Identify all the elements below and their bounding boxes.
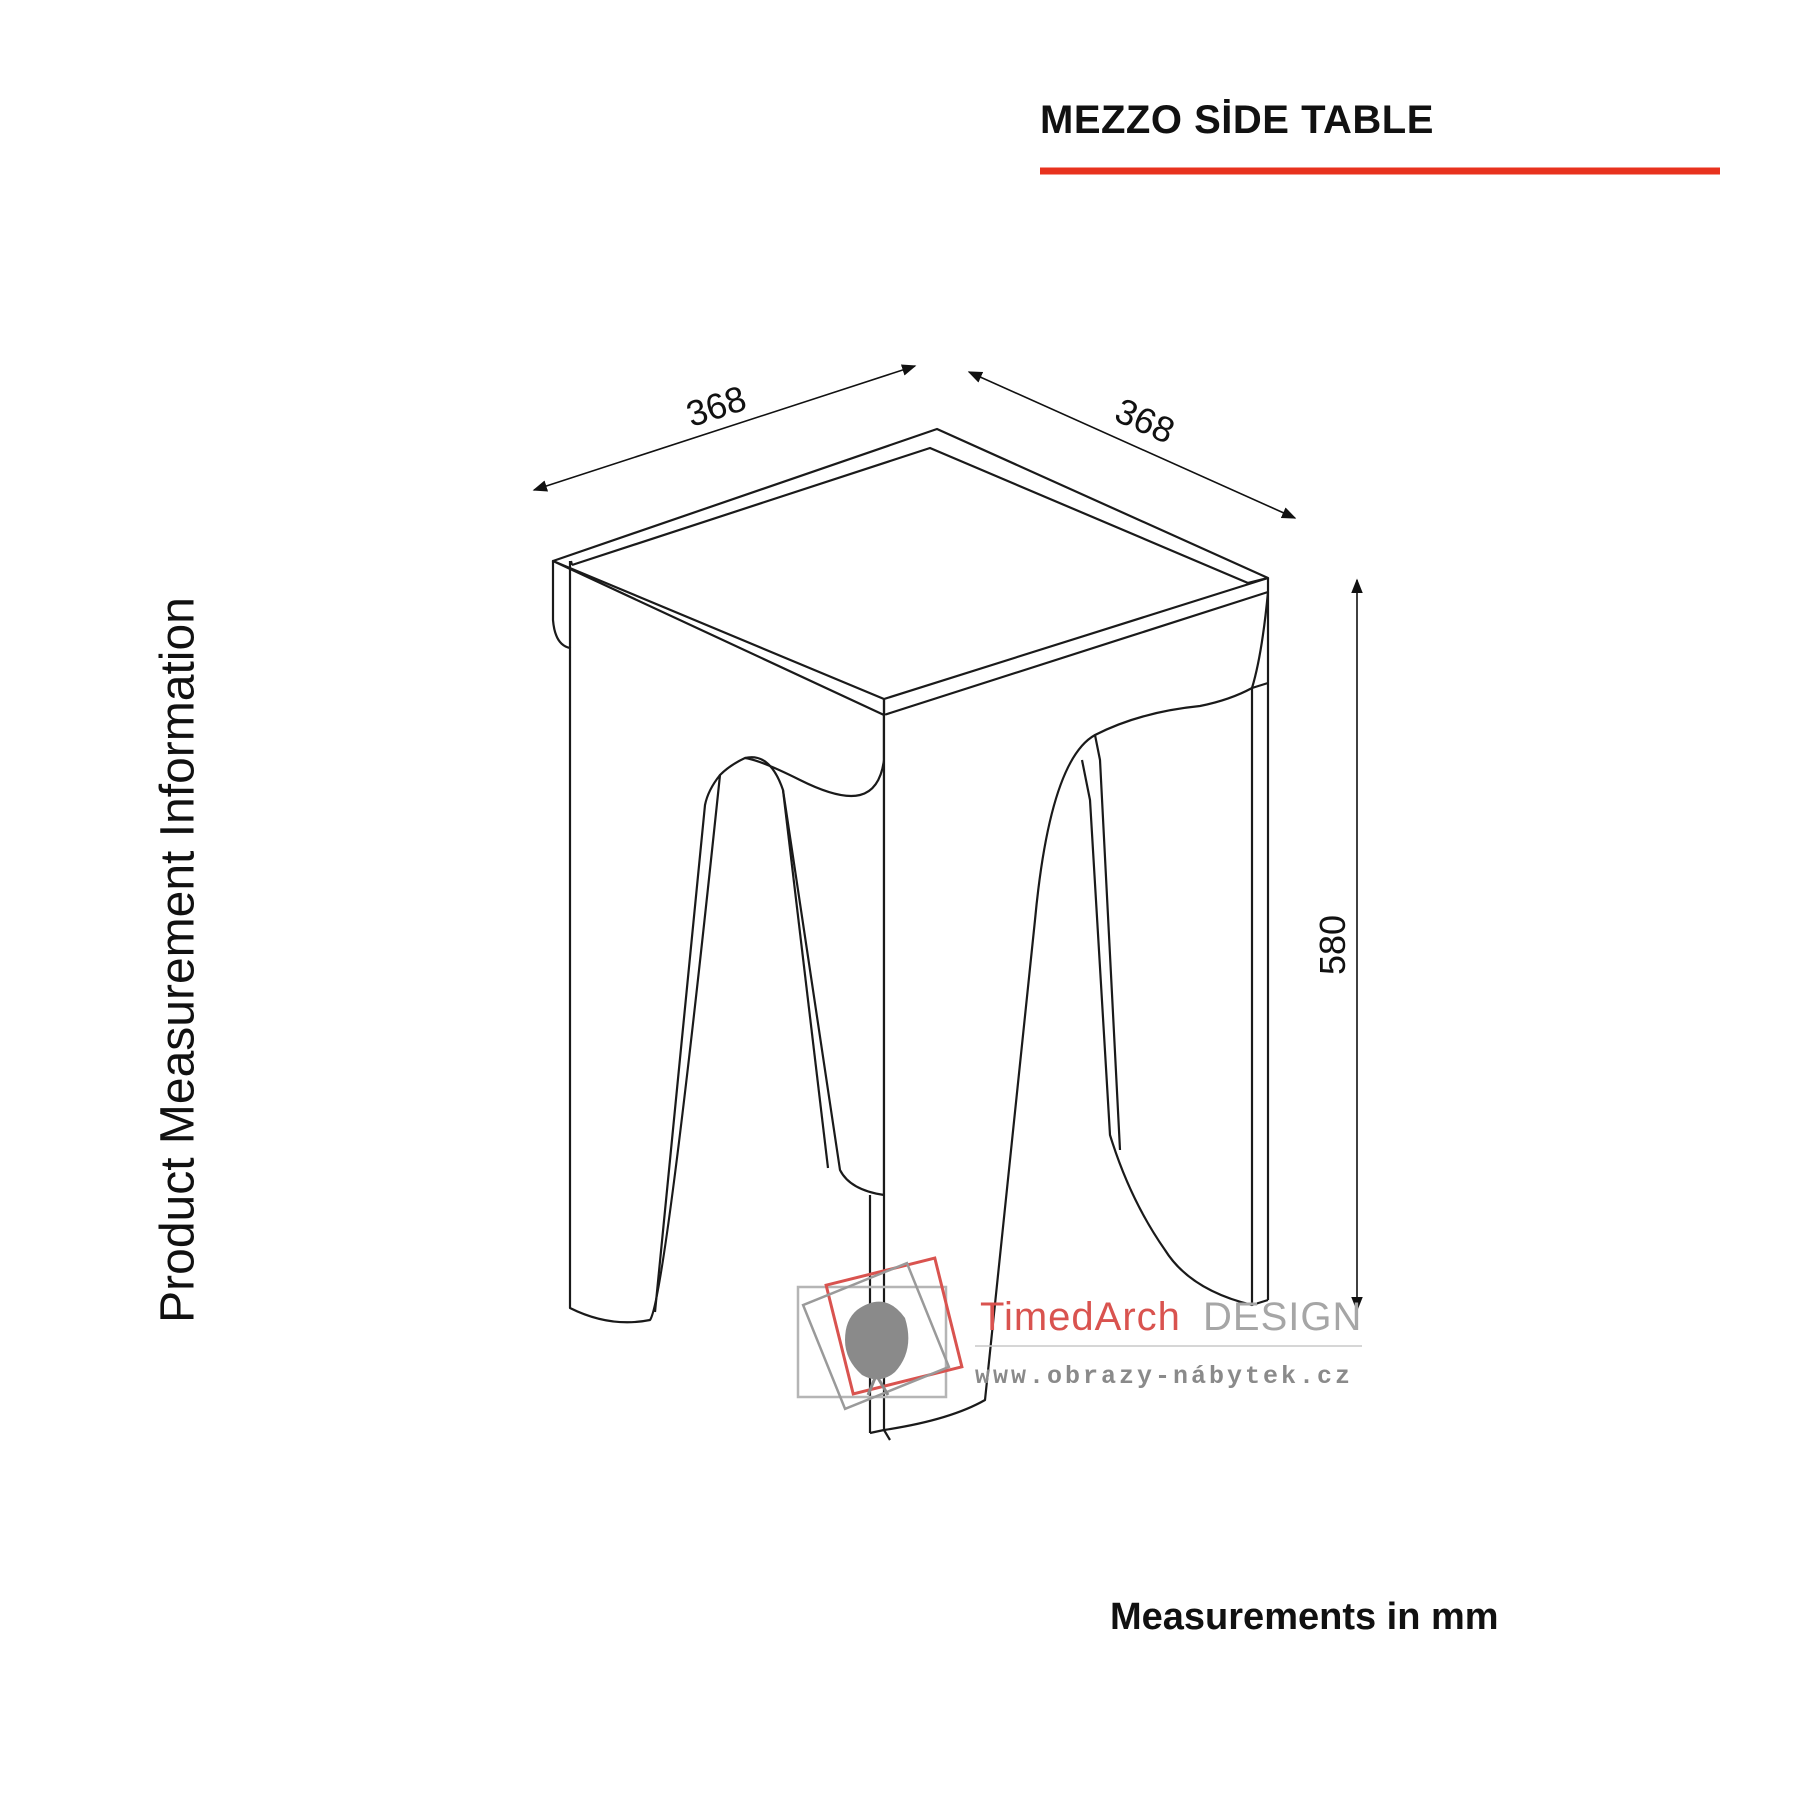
width-label: 368	[681, 377, 752, 435]
watermark-url: www.obrazy-nábytek.cz	[975, 1362, 1354, 1391]
product-title: MEZZO SİDE TABLE	[1040, 98, 1434, 142]
height-label: 580	[1312, 914, 1353, 976]
watermark-brand	[980, 1295, 1362, 1339]
depth-label: 368	[1109, 389, 1181, 452]
measurement-heading: Product Measurement Information	[151, 597, 205, 1323]
side-table-drawing	[553, 429, 1268, 1440]
watermark-brand-part1: TimedArch	[980, 1295, 1181, 1339]
units-note: Measurements in mm	[1110, 1596, 1499, 1638]
watermark-brand-part2: DESIGN	[1203, 1295, 1363, 1339]
